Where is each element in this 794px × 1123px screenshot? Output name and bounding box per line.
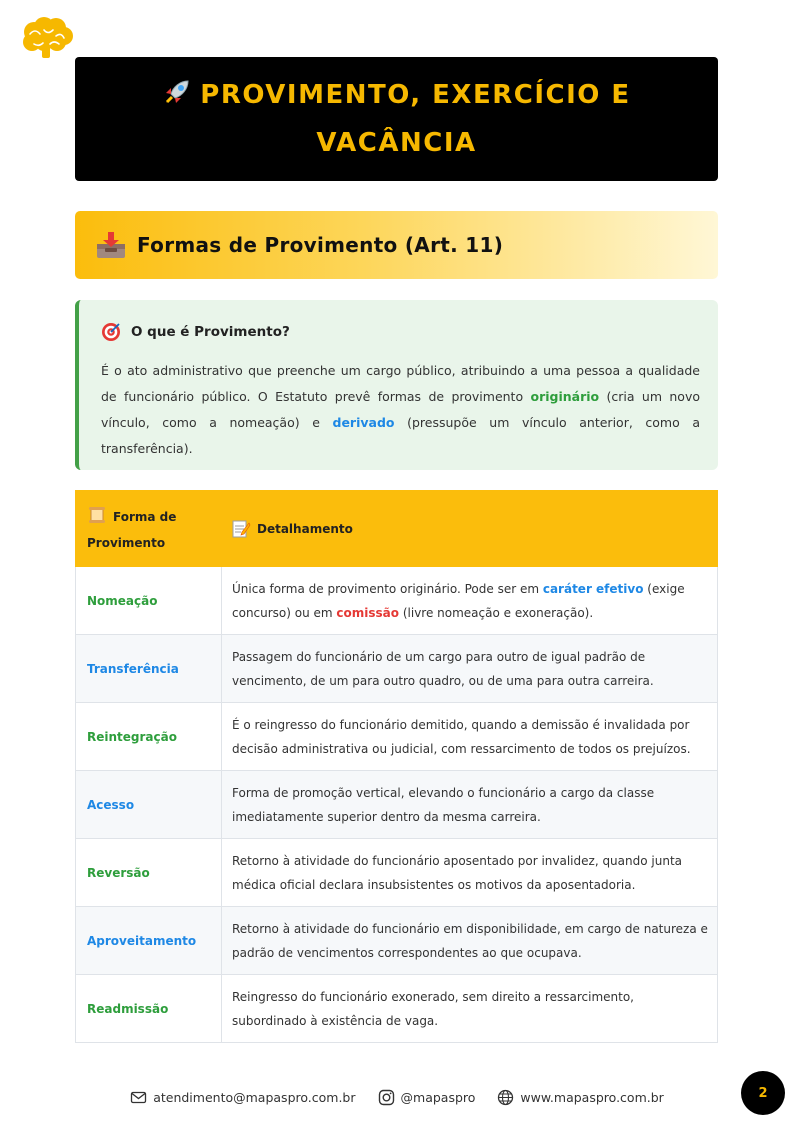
highlight-originario: originário — [530, 389, 600, 404]
callout-text-part: (pressupõe um vínculo anterior, como a transferência). — [101, 415, 700, 456]
detail-cell: Passagem do funcionário de um cargo para outro de igual padrão de vencimento, de um para outro quadro, ou de uma para outra carreira. — [232, 650, 654, 688]
footer-website-text: www.mapaspro.com.br — [520, 1089, 664, 1105]
callout-heading — [101, 322, 700, 342]
footer-instagram[interactable] — [378, 1089, 476, 1106]
table-header — [75, 490, 718, 567]
detail-text-part: (livre nomeação e exoneração). — [399, 606, 594, 620]
globe-icon — [497, 1089, 514, 1106]
footer-instagram-text: @mapaspro — [400, 1089, 476, 1105]
page-number-badge: 2 — [741, 1071, 785, 1115]
callout-title: O que é Provimento? — [131, 324, 290, 340]
scroll-icon — [87, 505, 107, 525]
forma-cell: Readmissão — [76, 975, 222, 1042]
rocket-icon — [162, 77, 192, 107]
highlight-derivado: derivado — [332, 415, 395, 430]
detail-text-part: Única forma de provimento originário. Pode ser em — [232, 582, 543, 596]
title-banner — [75, 57, 718, 181]
table-row — [75, 975, 718, 1043]
page-footer — [0, 1086, 794, 1108]
page-title — [162, 71, 630, 119]
detail-cell: É o reingresso do funcionário demitido, quando a demissão é invalidada por decisão administrativa ou judicial, com ressarcimento de todos os prejuízos. — [232, 718, 691, 756]
column-header-detalhamento-label: Detalhamento — [257, 521, 353, 536]
detail-text-part: (exige concurso) ou em — [232, 582, 685, 620]
table-row — [75, 907, 718, 975]
column-header-forma — [75, 490, 221, 567]
footer-email[interactable] — [130, 1089, 355, 1106]
section-title: Formas de Provimento (Art. 11) — [137, 233, 504, 257]
callout-text-part: (cria um novo vínculo, como a nomeação) e — [101, 389, 700, 430]
footer-email-text: atendimento@mapaspro.com.br — [153, 1089, 356, 1105]
forma-cell: Transferência — [76, 635, 222, 702]
table-row — [75, 771, 718, 839]
detail-cell: Forma de promoção vertical, elevando o funcionário a cargo da classe imediatamente superior dentro da mesma carreira. — [232, 786, 655, 824]
forma-cell: Nomeação — [76, 567, 222, 634]
detail-cell: Reingresso do funcionário exonerado, sem direito a ressarcimento, subordinado à existência de vaga. — [232, 990, 634, 1028]
table-row — [75, 839, 718, 907]
target-icon — [101, 322, 121, 342]
provimento-table — [75, 490, 718, 1043]
forma-cell: Acesso — [76, 771, 222, 838]
callout-text-part: É o ato administrativo que preenche um cargo público, atribuindo a uma pessoa a qualidade de funcionário público. O Estatuto prevê formas de provimento — [101, 363, 700, 404]
section-header — [75, 211, 718, 279]
forma-cell: Reversão — [76, 839, 222, 906]
memo-icon — [231, 519, 251, 539]
column-header-forma-label: Forma de Provimento — [87, 510, 177, 550]
definition-callout — [75, 300, 718, 470]
detail-cell: Retorno à atividade do funcionário aposentado por invalidez, quando junta médica oficial declara insubsistentes os motivos da aposentadoria. — [232, 854, 682, 892]
table-row — [75, 703, 718, 771]
highlight-carater-efetivo: caráter efetivo — [542, 582, 644, 596]
column-header-detalhamento — [221, 490, 718, 567]
table-row — [75, 567, 718, 635]
detail-cell — [222, 567, 717, 634]
inbox-tray-icon — [95, 230, 127, 260]
forma-cell: Reintegração — [76, 703, 222, 770]
title-line-2: VACÂNCIA — [316, 128, 477, 158]
highlight-comissao: comissão — [336, 606, 400, 620]
callout-text — [101, 358, 700, 462]
brain-logo-icon — [20, 16, 74, 60]
instagram-icon — [378, 1089, 395, 1106]
forma-cell: Aproveitamento — [76, 907, 222, 974]
footer-website[interactable] — [497, 1089, 663, 1106]
title-line-1: PROVIMENTO, EXERCÍCIO E — [200, 80, 631, 110]
table-row — [75, 635, 718, 703]
mail-icon — [130, 1089, 147, 1106]
detail-cell: Retorno à atividade do funcionário em disponibilidade, em cargo de natureza e padrão de vencimentos correspondentes ao que ocupava. — [232, 922, 708, 960]
